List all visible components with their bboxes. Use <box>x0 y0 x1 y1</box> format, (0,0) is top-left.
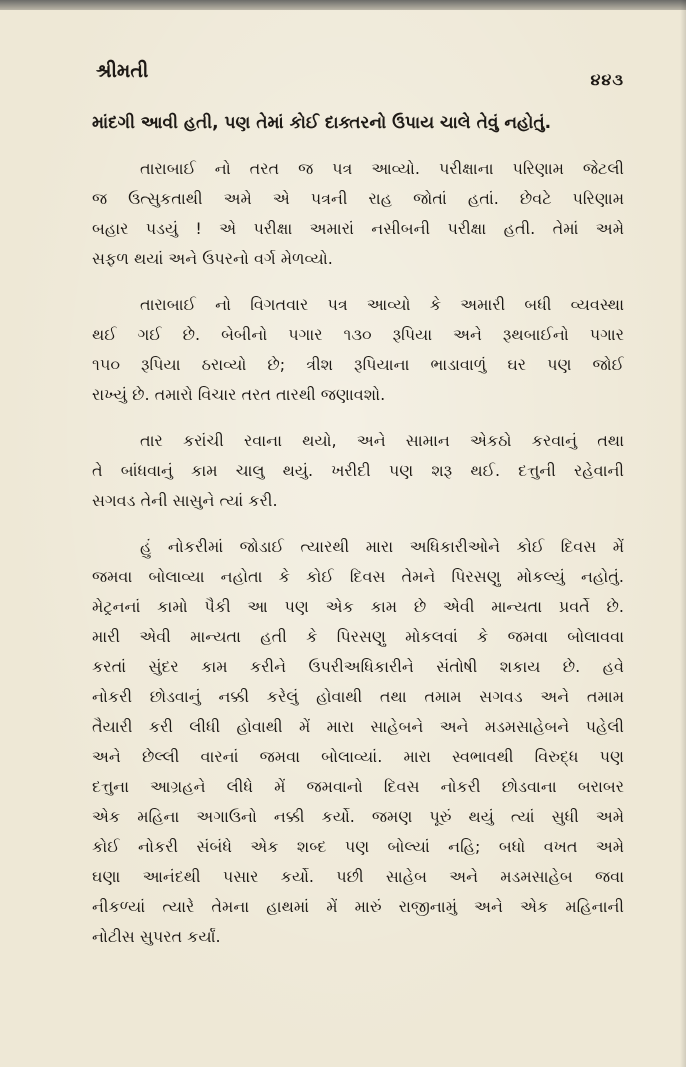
text-line: સફળ થયાં અને ઉપરનો વર્ગ મેળવ્યો. <box>92 249 333 268</box>
page-edge-shadow <box>680 0 686 1067</box>
text-line: રાખ્યું છે. તમારો વિચાર તરત તારથી જણાવશો. <box>92 385 386 404</box>
text-line: નોકરી છોડવાનું નક્કી કરેલું હોવાથી તથા તમામ સગવડ અને તમામ <box>92 687 624 706</box>
text-line: તારાબાઈ નો તરત જ પત્ર આવ્યો. પરીક્ષાના પરિણામ જેટલી <box>140 159 624 178</box>
paragraph-5 <box>92 532 624 952</box>
page-number: ૪૪૩ <box>590 70 624 89</box>
body-text <box>92 108 624 968</box>
text-line: તારાબાઈ નો વિગતવાર પત્ર આવ્યો કે અમારી બધી વ્યવસ્થા <box>140 295 624 314</box>
text-line: હું નોકરીમાં જોડાઈ ત્યારથી મારા અધિકારીઓને કોઈ દિવસ મેં <box>140 537 624 556</box>
text-line: જ ઉત્સુકતાથી અમે એ પત્રની રાહ જોતાં હતાં. છેવટે પરિણામ <box>92 189 624 208</box>
text-line: સગવડ તેની સાસુને ત્યાં કરી. <box>92 491 278 510</box>
text-line: કોઈ નોકરી સંબંધે એક શબ્દ પણ બોલ્યાં નહિ; બધો વખત અમે <box>92 837 624 856</box>
text-line: નીકળ્યાં ત્યારે તેમના હાથમાં મેં મારું રાજીનામું અને એક મહિનાની <box>92 897 624 916</box>
text-line: તૈયારી કરી લીધી હોવાથી મેં મારા સાહેબને અને મડમસાહેબને પહેલી <box>92 717 624 736</box>
text-line: તાર કરાંચી રવાના થયો, અને સામાન એકઠો કરવાનું તથા <box>140 431 624 450</box>
text-line: બહાર પડયું ! એ પરીક્ષા અમારાં નસીબની પરીક્ષા હતી. તેમાં અમે <box>92 219 624 238</box>
paragraph-2 <box>92 154 624 274</box>
paragraph-3 <box>92 290 624 410</box>
text-line: ૧૫૦ રૂપિયા ઠરાવ્યો છે; ત્રીશ રૂપિયાના ભાડાવાળું ઘર પણ જોઈ <box>92 355 624 374</box>
text-line: મેટ્રનનાં કામો પૈકી આ પણ એક કામ છે એવી માન્યતા પ્રવર્તે છે. <box>92 597 624 616</box>
text-line: કરતાં સુંદર કામ કરીને ઉપરીઅધિકારીને સંતોષી શકાય છે. હવે <box>92 657 624 676</box>
text-line: માંદગી આવી હતી, પણ તેમાં કોઈ દાક્તરનો ઉપાય ચાલે તેવું નહોતું. <box>92 113 552 133</box>
text-line: થઈ ગઈ છે. બેબીનો પગાર ૧૩૦ રૂપિયા અને રૂથબાઈનો પગાર <box>92 325 624 344</box>
text-line: દત્તુના આગ્રહને લીધે મેં જમવાનો દિવસ નોકરી છોડવાના બરાબર <box>92 777 624 796</box>
text-line: એક મહિના અગાઉનો નક્કી કર્યો. જમણ પૂરું થયું ત્યાં સુધી અમે <box>92 807 624 826</box>
text-line: મારી એવી માન્યતા હતી કે પિરસણુ મોકલવાં કે જમવા બોલાવવા <box>92 627 624 646</box>
paragraph-4 <box>92 426 624 516</box>
text-line: તે બાંધવાનું કામ ચાલુ થયું. ખરીદી પણ શરૂ થઈ. દત્તુની રહેવાની <box>92 461 624 480</box>
text-line: અને છેલ્લી વારનાં જમવા બોલાવ્યાં. મારા સ્વભાવથી વિરુદ્ધ પણ <box>92 747 624 766</box>
text-line: જમવા બોલાવ્યા નહોતા કે કોઈ દિવસ તેમને પિરસણુ મોકલ્યું નહોતું. <box>92 567 624 586</box>
running-head: શ્રીમતી <box>96 60 149 82</box>
text-line: ઘણા આનંદથી પસાર કર્યો. પછી સાહેબ અને મડમસાહેબ જવા <box>92 867 624 886</box>
text-line: નોટીસ સુપરત કર્યાં. <box>92 927 221 946</box>
paragraph-1 <box>92 108 624 138</box>
scan-top-edge <box>0 0 686 10</box>
